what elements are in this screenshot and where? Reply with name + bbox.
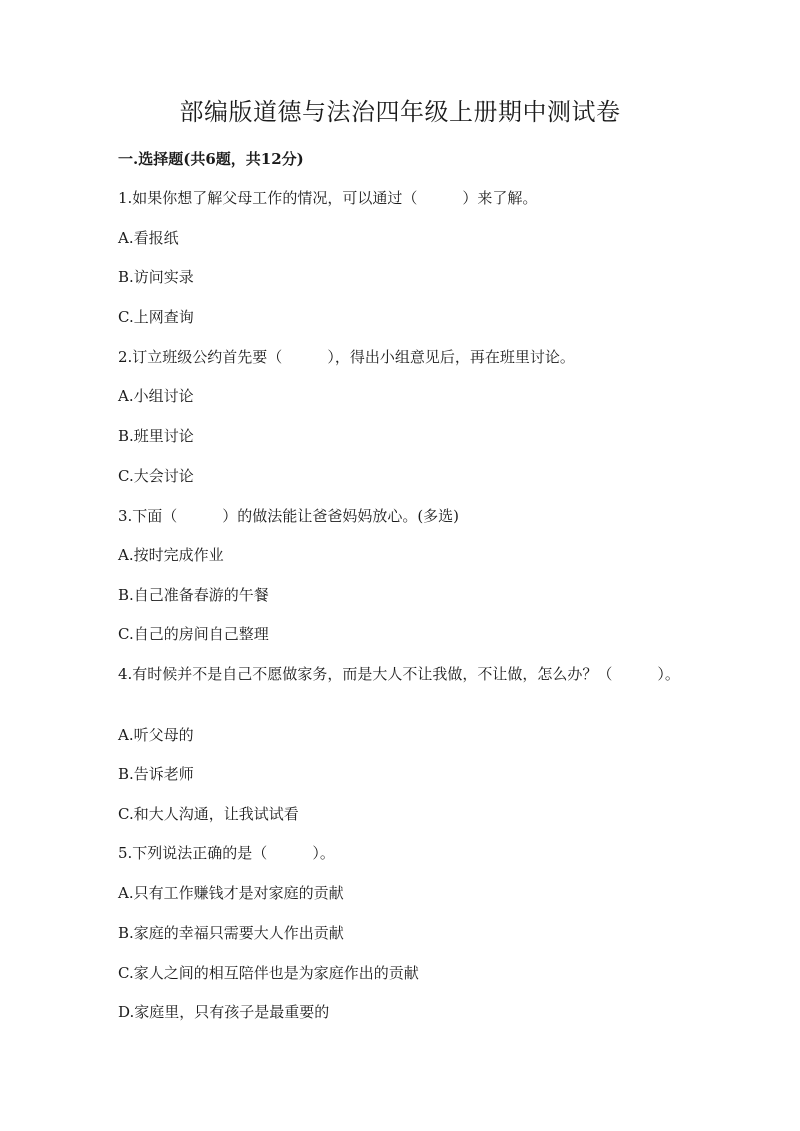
- question-3-stem: 3.下面（ ）的做法能让爸爸妈妈放心。(多选): [118, 507, 460, 525]
- question-5-option-a: A.只有工作赚钱才是对家庭的贡献: [118, 884, 344, 902]
- question-5-stem: 5.下列说法正确的是（ ）。: [118, 844, 335, 862]
- question-1-option-a: A.看报纸: [118, 229, 179, 247]
- question-2-stem: 2.订立班级公约首先要（ ），得出小组意见后，再在班里讨论。: [118, 348, 575, 366]
- question-3-option-c: C.自己的房间自己整理: [118, 625, 269, 643]
- section-heading: 一.选择题(共6题，共12分): [118, 150, 304, 168]
- question-5-option-d: D.家庭里，只有孩子是最重要的: [118, 1003, 330, 1021]
- question-1-option-b: B.访问实录: [118, 268, 194, 286]
- question-5-option-b: B.家庭的幸福只需要大人作出贡献: [118, 924, 344, 942]
- question-2-option-b: B.班里讨论: [118, 427, 194, 445]
- question-4-option-a: A.听父母的: [118, 726, 194, 744]
- question-5-option-c: C.家人之间的相互陪伴也是为家庭作出的贡献: [118, 964, 419, 982]
- question-3-option-a: A.按时完成作业: [118, 546, 224, 564]
- question-1-option-c: C.上网查询: [118, 308, 194, 326]
- question-4-option-c: C.和大人沟通，让我试试看: [118, 805, 299, 823]
- page-title: 部编版道德与法治四年级上册期中测试卷: [179, 98, 621, 126]
- question-2-option-a: A.小组讨论: [118, 387, 194, 405]
- question-2-option-c: C.大会讨论: [118, 467, 194, 485]
- question-3-option-b: B.自己准备春游的午餐: [118, 586, 269, 604]
- question-4-option-b: B.告诉老师: [118, 765, 194, 783]
- question-1-stem: 1.如果你想了解父母工作的情况，可以通过（ ）来了解。: [118, 189, 538, 207]
- question-4-stem: 4.有时候并不是自己不愿做家务，而是大人不让我做，不让做，怎么办？（ ）。: [118, 665, 680, 683]
